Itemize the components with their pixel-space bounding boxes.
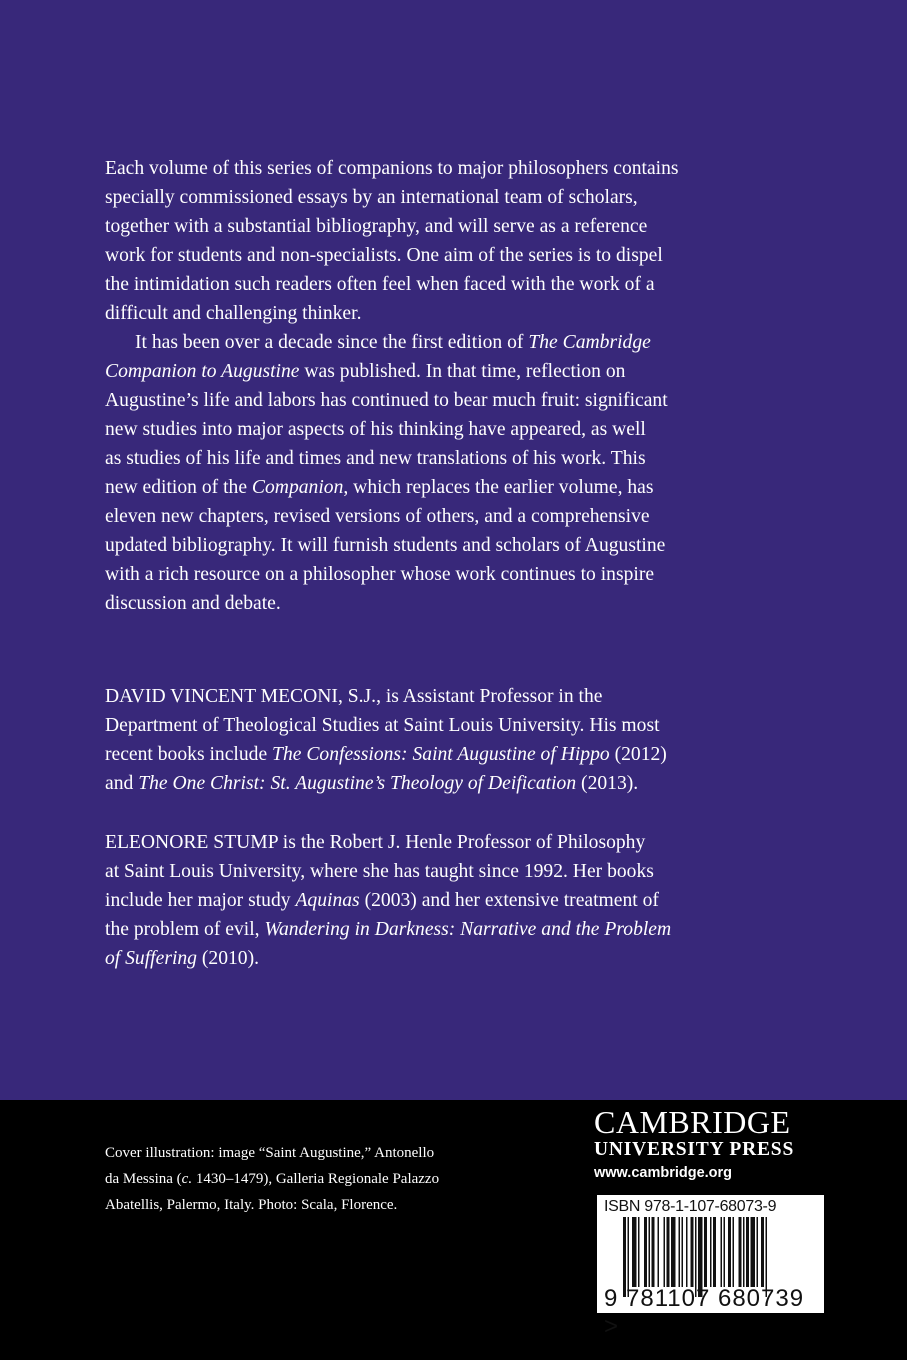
barcode-bar (713, 1217, 716, 1287)
text-line (105, 560, 825, 589)
italic-title: Companion (251, 477, 344, 498)
barcode-bar (761, 1217, 764, 1287)
text-segment: specially commissioned essays by an international team of scholars, (105, 187, 638, 208)
text-segment: Cover illustration: image “Saint Augustine,” Antonello (105, 1145, 435, 1161)
barcode-bar (652, 1217, 655, 1287)
text-segment: eleven new chapters, revised versions of others, and a comprehensive (105, 506, 650, 527)
text-segment: include her major study (105, 890, 296, 911)
edition-description (105, 328, 825, 618)
text-line (105, 473, 825, 502)
barcode-bar (710, 1217, 712, 1287)
text-segment: updated bibliography. It will furnish students and scholars of Augustine (105, 535, 666, 556)
text-line (105, 212, 825, 241)
barcode-bar (746, 1217, 749, 1287)
text-segment: (2010). (196, 948, 260, 969)
barcode-bar (686, 1217, 688, 1287)
text-line (105, 740, 825, 769)
editor-bio-meconi (105, 682, 825, 798)
text-segment: DAVID VINCENT MECONI, S.J., is Assistant Professor in the (105, 686, 603, 707)
text-segment: ELEONORE STUMP is the Robert J. Henle Professor of Philosophy (105, 832, 646, 853)
text-segment: new edition of the (105, 477, 252, 498)
text-line (105, 183, 825, 212)
text-line (105, 711, 825, 740)
text-segment: recent books include (105, 744, 273, 765)
text-segment: together with a substantial bibliography, and will serve as a reference (105, 216, 648, 237)
text-segment: difficult and challenging thinker. (105, 303, 362, 324)
publisher-name: CAMBRIDGE (594, 1104, 791, 1140)
barcode-bar (644, 1217, 647, 1287)
text-line (105, 154, 825, 183)
barcode-bar (721, 1217, 723, 1287)
cover-credit (105, 1140, 439, 1218)
text-line (105, 357, 825, 386)
publisher-press: UNIVERSITY PRESS (594, 1139, 795, 1160)
barcode-bar (728, 1217, 731, 1287)
text-line (105, 828, 825, 857)
text-segment: new studies into major aspects of his thinking have appeared, as well (105, 419, 646, 440)
text-line (105, 944, 825, 973)
text-line (105, 915, 825, 944)
text-segment: and (105, 773, 139, 794)
text-line (105, 299, 825, 328)
text-line (105, 531, 825, 560)
text-segment: (2003) and her extensive treatment of (359, 890, 659, 911)
text-line (105, 1166, 439, 1192)
text-line (105, 502, 825, 531)
text-segment: da Messina ( (105, 1171, 182, 1187)
text-line (105, 769, 825, 798)
barcode-bar (638, 1217, 640, 1287)
text-segment: Each volume of this series of companions to major philosophers contains (105, 158, 679, 179)
text-segment: was published. In that time, reflection on (299, 361, 626, 382)
publisher-url: www.cambridge.org (594, 1165, 733, 1181)
text-segment: work for students and non-specialists. One aim of the series is to dispel (105, 245, 663, 266)
text-line (105, 270, 825, 299)
text-segment: (2012) (609, 744, 667, 765)
text-line (105, 1192, 439, 1218)
italic-title: of Suffering (105, 948, 197, 969)
text-segment: , which replaces the earlier volume, has (343, 477, 654, 498)
italic-title: Aquinas (295, 890, 360, 911)
text-line (105, 386, 825, 415)
text-segment: the problem of evil, (105, 919, 265, 940)
italic-title: The One Christ: St. Augustine’s Theology of Deification (138, 773, 577, 794)
barcode-bar (667, 1217, 670, 1287)
text-segment: Augustine’s life and labors has continued to bear much fruit: significant (105, 390, 668, 411)
text-line (105, 241, 825, 270)
editor-bio-stump (105, 828, 825, 973)
text-segment: discussion and debate. (105, 593, 281, 614)
text-segment: 1430–1479), Galleria Regionale Palazzo (192, 1171, 440, 1187)
italic-title: c. (181, 1171, 193, 1187)
barcode-bar (751, 1217, 756, 1287)
text-line (105, 682, 825, 711)
text-segment: (2013). (576, 773, 639, 794)
barcode-bar (671, 1217, 676, 1287)
text-segment: It has been over a decade since the first edition of (135, 332, 529, 353)
ean-number: 9 781107 680739 > (604, 1285, 805, 1340)
series-description (105, 154, 825, 328)
text-line (105, 328, 825, 357)
text-segment: as studies of his life and times and new translations of his work. This (105, 448, 646, 469)
barcode-bar (733, 1217, 735, 1287)
text-line (105, 415, 825, 444)
barcode-bar (682, 1217, 684, 1287)
italic-title: Companion to Augustine (105, 361, 300, 382)
text-line (105, 1140, 439, 1166)
barcode-bar (724, 1217, 726, 1287)
barcode-bar (691, 1217, 694, 1287)
isbn-label: ISBN 978-1-107-68073-9 (604, 1198, 777, 1215)
italic-title: Wandering in Darkness: Narrative and the Problem (264, 919, 672, 940)
italic-title: The Confessions: Saint Augustine of Hippo (272, 744, 610, 765)
barcode-bar (649, 1217, 651, 1287)
text-segment: with a rich resource on a philosopher whose work continues to inspire (105, 564, 655, 585)
text-segment: Department of Theological Studies at Saint Louis University. His most (105, 715, 660, 736)
text-line (105, 857, 825, 886)
text-segment: the intimidation such readers often feel when faced with the work of a (105, 274, 655, 295)
text-segment: at Saint Louis University, where she has taught since 1992. Her books (105, 861, 654, 882)
barcode-bar (632, 1217, 637, 1287)
italic-title: The Cambridge (528, 332, 651, 353)
barcode-bar (679, 1217, 681, 1287)
barcode-bar (664, 1217, 666, 1287)
publisher-logo (594, 1105, 794, 1181)
text-line (105, 444, 825, 473)
text-segment: Abatellis, Palermo, Italy. Photo: Scala, Florence. (105, 1197, 398, 1213)
barcode-bar (704, 1217, 707, 1287)
isbn-barcode (597, 1195, 824, 1340)
barcode-bar (743, 1217, 745, 1287)
barcode-bar (757, 1217, 759, 1287)
barcode-bar (658, 1217, 660, 1287)
barcode-bar (739, 1217, 742, 1287)
text-line (105, 886, 825, 915)
text-line (105, 589, 825, 618)
